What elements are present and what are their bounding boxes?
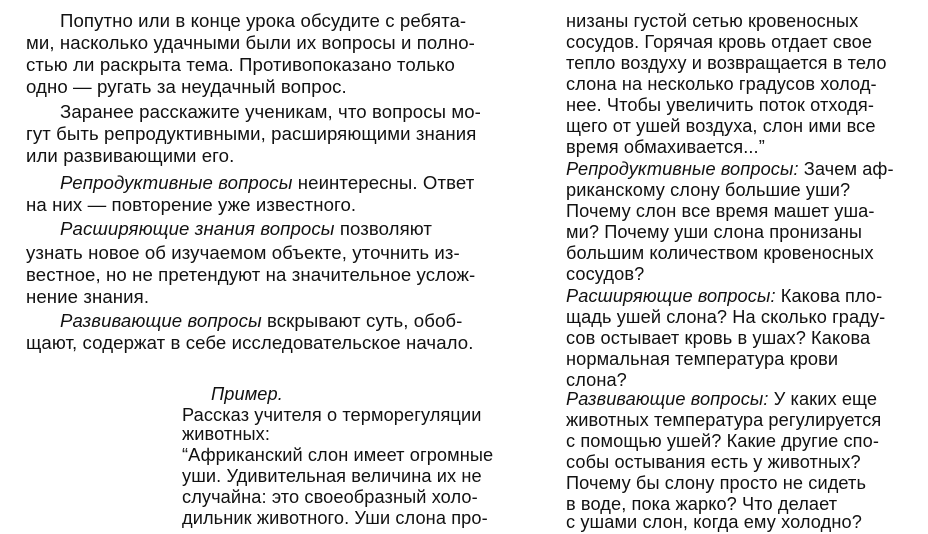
term-expanding: Расширяющие знания вопросы [60, 218, 335, 239]
text-line: Расширяющие знания вопросы позволяют [60, 218, 433, 239]
text-line: Почему слон все время машет уша- [566, 201, 875, 221]
example-label: Пример. [211, 384, 283, 404]
text-line: сосудов. Горячая кровь отдает свое [566, 32, 873, 52]
text-line: ми? Почему уши слона пронизаны [566, 222, 863, 242]
text-line: Попутно или в конце урока обсудите с ребята- [60, 10, 467, 31]
text-line: Репродуктивные вопросы: Зачем аф- [566, 159, 894, 179]
text-line: или развивающими его. [26, 145, 235, 166]
text-line: время обмахивается...” [566, 137, 765, 157]
text-line: риканскому слону большие уши? [566, 180, 851, 200]
text-line: животных: [182, 424, 270, 444]
text-line: Развивающие вопросы: У каких еще [566, 389, 878, 409]
term-reproductive-questions: Репродуктивные вопросы: [566, 159, 799, 179]
term-developing: Развивающие вопросы [60, 310, 262, 331]
text-line: низаны густой сетью кровеносных [566, 11, 859, 31]
text-line: уши. Удивительная величина их не [182, 466, 482, 486]
term-reproductive: Репродуктивные вопросы [60, 172, 293, 193]
text-line: вестное, но не претендуют на значительное услож- [26, 264, 476, 285]
text-line: щают, содержат в себе исследовательское начало. [26, 332, 474, 353]
text-line: Рассказ учителя о терморегуляции [182, 405, 482, 425]
text-line: в воде, пока жарко? Что делает [566, 494, 838, 514]
text-line: нее. Чтобы увеличить поток отходя- [566, 95, 874, 115]
text-line: слона на несколько градусов холод- [566, 74, 877, 94]
text-line: щадь ушей слона? На сколько граду- [566, 307, 886, 327]
text-line: гут быть репродуктивными, расширяющими знания [26, 123, 477, 144]
text-line: щего от ушей воздуха, слон ими все [566, 116, 876, 136]
text-line: с помощью ушей? Какие другие спо- [566, 431, 879, 451]
text-line: Репродуктивные вопросы неинтересны. Ответ [60, 172, 475, 193]
text-line: стью ли раскрыта тема. Противопоказано только [26, 54, 455, 75]
text-line: узнать новое об изучаемом объекте, уточнить из- [26, 242, 460, 263]
text-line: животных температура регулируется [566, 410, 882, 430]
text-line: тепло воздуху и возвращается в тело [566, 53, 887, 73]
term-developing-questions: Развивающие вопросы: [566, 389, 769, 409]
text-line: сосудов? [566, 264, 645, 284]
text-line: ми, насколько удачными были их вопросы и полно- [26, 32, 475, 53]
text-line: на них — повторение уже известного. [26, 194, 357, 215]
text-line: собы остывания есть у животных? [566, 452, 861, 472]
text-line: Заранее расскажите ученикам, что вопросы мо- [60, 101, 481, 122]
text-line: Развивающие вопросы вскрывают суть, обоб- [60, 310, 463, 331]
text-line: “Африканский слон имеет огромные [182, 445, 494, 465]
text-line: Почему бы слону просто не сидеть [566, 473, 867, 493]
text-line: дильник животного. Уши слона про- [182, 508, 488, 528]
text-line: большим количеством кровеносных [566, 243, 874, 263]
text-line: нормальная температура крови [566, 349, 839, 369]
text-line: нение знания. [26, 286, 150, 307]
text-line: с ушами слон, когда ему холодно? [566, 512, 862, 532]
text-line: случайна: это своеобразный холо- [182, 487, 478, 507]
text-line: Расширяющие вопросы: Какова пло- [566, 286, 883, 306]
text-line: одно — ругать за неудачный вопрос. [26, 76, 347, 97]
term-expanding-questions: Расширяющие вопросы: [566, 286, 776, 306]
text-line: слона? [566, 370, 627, 390]
text-line: сов остывает кровь в ушах? Какова [566, 328, 871, 348]
